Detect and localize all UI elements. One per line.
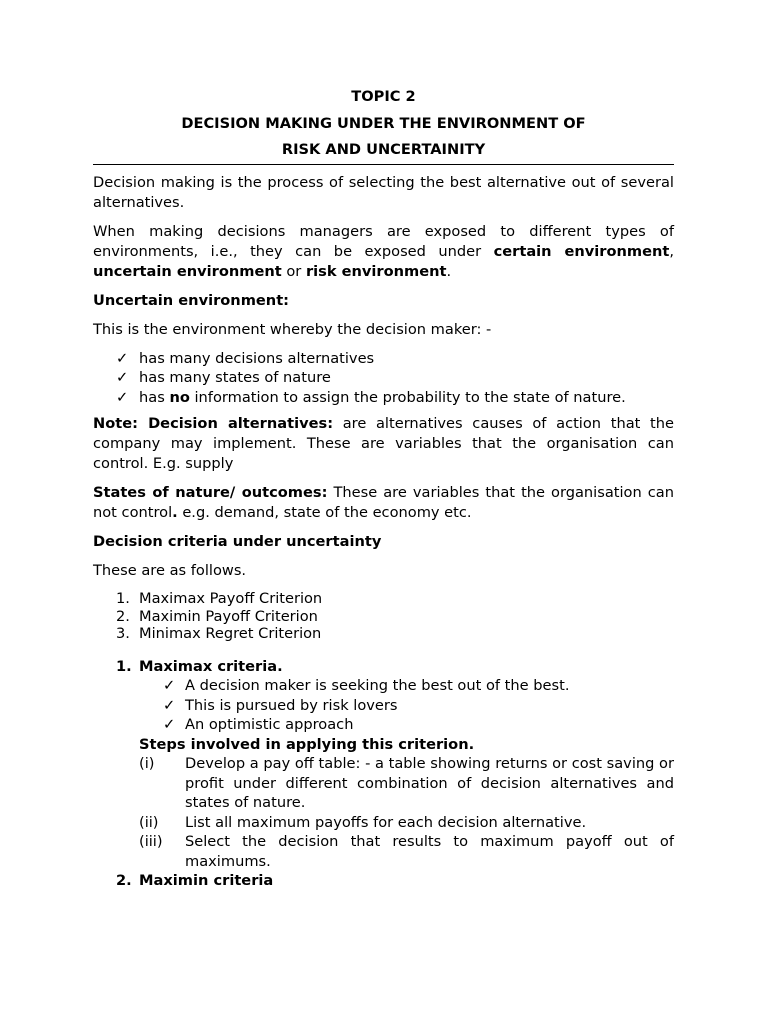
note-paragraph: Note: Decision alternatives: are alternatives causes of action that the company may implement. These are variables that the organisation can control. E.g. supply [93,415,674,472]
list-item: ✓ A decision maker is seeking the best out of the best. [163,677,570,694]
criteria-list [93,590,674,643]
steps-list [93,754,674,871]
uncertain-environment-term: uncertain environment [93,262,282,280]
check-icon: ✓ [116,349,129,367]
check-icon: ✓ [116,388,129,406]
criteria-heading: Decision criteria under uncertainty [93,533,382,550]
certain-environment-term: certain environment [493,242,670,260]
uncertain-heading: Uncertain environment: [93,291,290,309]
title-divider [93,164,674,165]
intro-paragraph: Decision making is the process of selecting the best alternative out of several alternatives. [93,173,674,211]
states-label: States of nature/ outcomes: [93,484,328,501]
uncertain-lead: This is the environment whereby the decision maker: - [93,320,492,338]
check-icon: ✓ [116,369,129,386]
list-item: (i) Develop a pay off table: - a table showing returns or cost saving or profit under different combination of decision alternatives and states of nature. [139,755,674,811]
environments-paragraph: When making decisions managers are exposed to different types of environments, i.e., they can be exposed under certain environment, uncertain environment or risk environment. [93,222,674,280]
risk-environment-term: risk environment [305,262,447,280]
document-page [93,84,674,891]
maximax-heading: 1. Maximax criteria. [116,657,283,675]
maximax-checklist [93,676,674,735]
steps-heading: Steps involved in applying this criterion. [139,735,475,753]
environments-text: When making decisions managers are exposed to different types of environments, i.e., they can be exposed under [93,222,674,260]
list-item: ✓ has many states of nature [116,369,331,386]
list-item: ✓ An optimistic approach [163,716,354,733]
title-line-1: DECISION MAKING UNDER THE ENVIRONMENT OF [181,114,586,132]
list-item: 3. Minimax Regret Criterion [116,625,322,642]
list-item: ✓ This is pursued by risk lovers [163,696,398,714]
check-icon: ✓ [163,677,176,694]
list-item: (ii) List all maximum payoffs for each decision alternative. [139,813,587,831]
maximin-heading: 2. Maximin criteria [116,872,274,889]
topic-label: TOPIC 2 [351,88,416,105]
list-item: 1. Maximax Payoff Criterion [116,590,323,607]
list-item: ✓ has no information to assign the probability to the state of nature. [116,388,626,406]
list-item: 2. Maximin Payoff Criterion [116,607,318,625]
uncertain-checklist [93,349,674,408]
check-icon: ✓ [163,696,176,714]
title-line-2: RISK AND UNCERTAINITY [281,141,486,158]
list-item: (iii) Select the decision that results to maximum payoff out of maximums. [139,833,674,870]
check-icon: ✓ [163,716,176,733]
states-paragraph: States of nature/ outcomes: These are variables that the organisation can not control. e.g. demand, state of the economy etc. [93,484,674,521]
note-label: Note: Decision alternatives: [93,415,334,432]
criteria-lead: These are as follows. [93,562,247,579]
list-item: ✓ has many decisions alternatives [116,349,375,367]
